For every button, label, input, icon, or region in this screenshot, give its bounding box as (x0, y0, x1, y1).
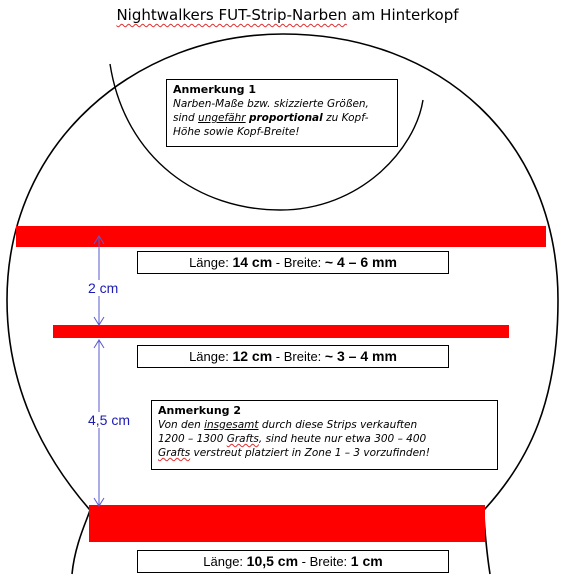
note-2-heading: Anmerkung 2 (158, 404, 242, 417)
note-1-line-1: Narben-Maße bzw. skizzierte Größen, (173, 98, 369, 110)
note-2 (151, 400, 498, 470)
strip-3-length: 10,5 cm (246, 553, 299, 569)
strip-1-length: 14 cm (232, 254, 273, 270)
scar-strip-1 (16, 226, 546, 247)
note-2-line-1: Von den insgesamt durch diese Strips verkauften (158, 419, 418, 431)
note-1-line-2: sind ungefähr proportional zu Kopf- (173, 112, 369, 124)
strip-3-label: Länge: 10,5 cm - Breite: 1 cm (137, 550, 449, 573)
strip-1-width: ~ 4 – 6 mm (324, 254, 397, 270)
dimension-label-1: 2 cm (88, 280, 119, 296)
dimension-label-2: 4,5 cm (88, 412, 131, 428)
strip-2-length: 12 cm (232, 348, 273, 364)
scar-strip-2 (53, 325, 509, 338)
note-1-line-3: Höhe sowie Kopf-Breite! (173, 126, 300, 138)
strip-3-width: 1 cm (350, 553, 383, 569)
strip-1-label: Länge: 14 cm - Breite: ~ 4 – 6 mm (137, 251, 449, 274)
note-1-heading: Anmerkung 1 (173, 83, 257, 96)
note-2-line-3: Grafts verstreut platziert in Zone 1 – 3 vorzufinden! (158, 447, 430, 459)
strip-2-label: Länge: 12 cm - Breite: ~ 3 – 4 mm (137, 345, 449, 368)
title-suffix: am Hinterkopf (346, 6, 459, 24)
scar-strip-3 (89, 505, 485, 542)
title-main: Nightwalkers FUT-Strip-Narben (116, 6, 347, 24)
strip-2-width: ~ 3 – 4 mm (324, 348, 397, 364)
note-2-line-2: 1200 – 1300 Grafts, sind heute nur etwa 300 – 400 (158, 433, 427, 445)
note-1 (166, 79, 398, 147)
